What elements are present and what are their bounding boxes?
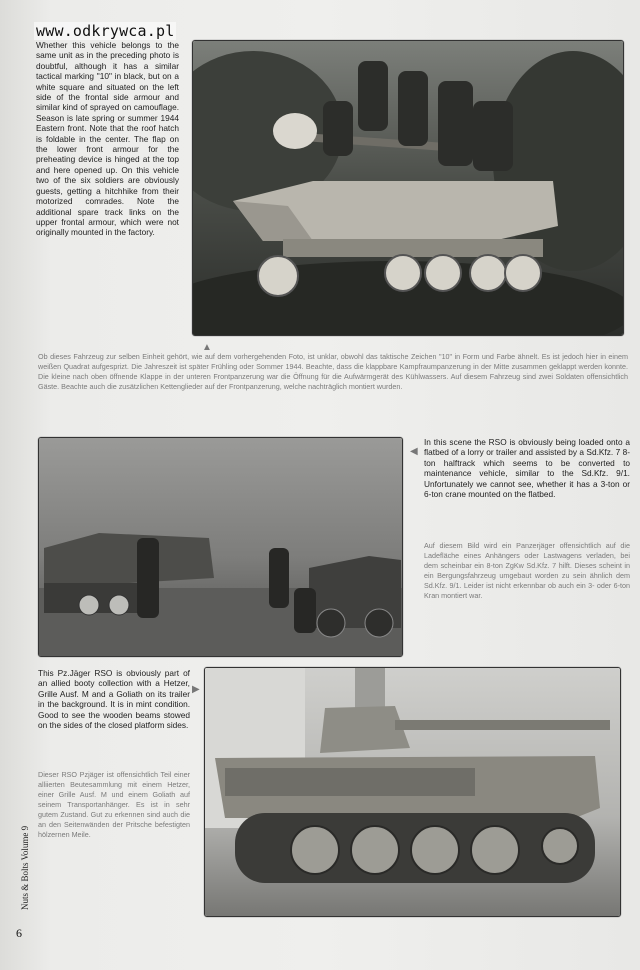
- spine-title-text: Nuts & Bolts Volume 9: [20, 825, 30, 910]
- photo-rso-with-soldiers: [192, 40, 624, 336]
- spine-title: [8, 790, 30, 910]
- caption-1-german: Ob dieses Fahrzeug zur selben Einheit gehört, wie auf dem vorhergehenden Foto, ist unklar, obwohl das taktische Zeichen "10" in Form und Farbe ähnelt. Es ist jedoch hier in einem weißen Quadrat aufgesprizt. Die Jahreszeit ist später Frühling oder Sommer 1944. Beachte, dass die klappbare Kampfraumpanzerung in der Mitte zusammen geklappt werden konnte. Die kleine nach oben öffnende Klappe in der unteren Frontpanzerung war die Öffnung für die Aufwärmgerät des Kühlwassers. Auf diesem Fahrzeug sind zwei Soldaten offensichtlich Gäste. Beachte auch die zusätzlichen Kettenglieder auf der Frontpanzerung, welche nachträglich montiert wurden.: [38, 352, 628, 391]
- photo-rso-panzerjager: [204, 667, 621, 917]
- arrow-left-icon: ◀: [410, 446, 418, 457]
- arrow-up-icon: ▲: [202, 342, 212, 353]
- page-number: 6: [16, 926, 22, 940]
- caption-3-german: Dieser RSO Pzjäger ist offensichtlich Teil einer alliierten Beutesammlung mit einem Hetzer, einer Grille Ausf. M und einem Goliath auf seinem Transportanhänger. Es ist in sehr gutem Zustand. Gut zu erkennen sind auch die an den Seitenwänden der Pritsche befestigten hölzernen Meile.: [38, 770, 190, 839]
- photo-rso-loading: [38, 437, 403, 657]
- caption-2-german: Auf diesem Bild wird ein Panzerjäger offensichtlich auf die Ladefläche eines Anhängers oder Lastwagens verladen, bei dem scheinbar ein 8-ton ZgKw Sd.Kfz. 7 hilft. Dieses scheint in ein Bergungsfahrzeug umgebaut worden zu sein ähnlich dem Sd.Kfz. 9/1. Leider ist nicht erkennbar ob auch ein 3- oder 6-ton Kran montiert war.: [424, 541, 630, 600]
- caption-2-english: In this scene the RSO is obviously being loaded onto a flatbed of a lorry or trailer and assisted by a Sd.Kfz. 7 8-ton halftrack which seems to be converted to maintenance vehicle, similar to the Sd.Kfz. 9/1. Unfortunately we cannot see, whether it has a 3-ton or 6-ton crane mounted on the flatbed.: [424, 437, 630, 500]
- arrow-right-icon: ▶: [192, 684, 200, 695]
- watermark: www.odkrywca.pl: [36, 22, 175, 40]
- caption-1-english: Whether this vehicle belongs to the same unit as in the preceding photo is doubtful, although it has a similar tactical marking "10" in black, but on a white square and situated on the left side of the frontal side armour and similar kind of sprayed on camouflage. Season is late spring or summer 1944 Eastern front. Note that the roof hatch is foldable in the center. The flap on the lower front armour for the preheating device is hinged at the top and here opened up. On this vehicle two of the six soldiers are obviously guests, getting a hitchhike from their motorized comrades. Note the additional spare track links on the upper frontal armour, which were not originally mounted in the factory.: [36, 40, 179, 238]
- caption-3-english: This Pz.Jäger RSO is obviously part of an allied booty collection with a Hetzer, Grille Ausf. M and a Goliath on its trailer in the background. It is in mint condition. Good to see the wooden beams stowed on the sides of the closed platform sides.: [38, 668, 190, 731]
